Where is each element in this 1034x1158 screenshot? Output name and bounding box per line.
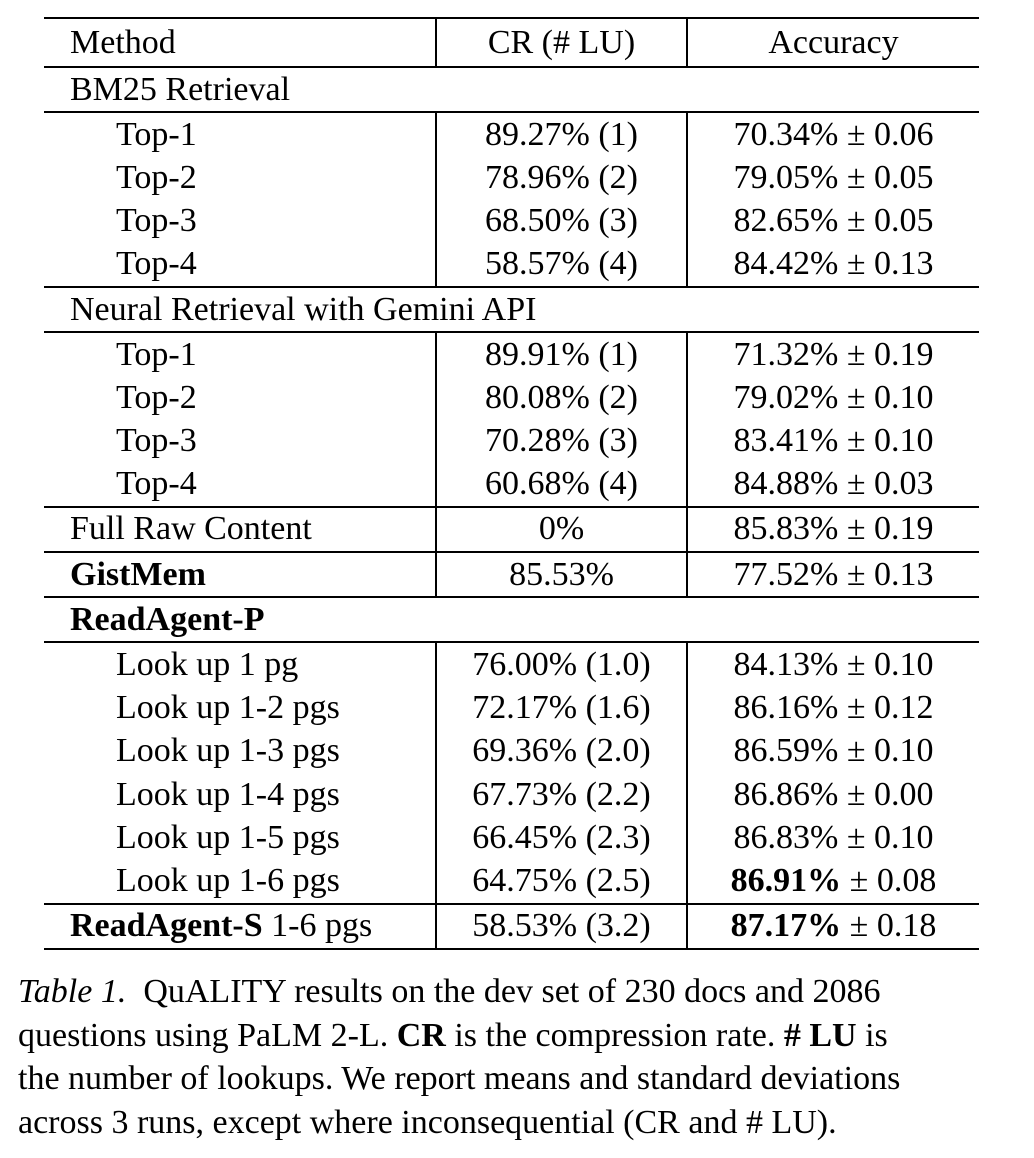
method-cell: Top-3 — [116, 202, 197, 240]
accuracy-mean: 70.34% — [733, 115, 839, 153]
header-row — [44, 18, 979, 67]
accuracy-cell — [687, 687, 979, 730]
accuracy-mean: 86.59% — [733, 732, 839, 770]
caption-text-1: QuALITY results on the dev set of 230 docs and 2086 — [143, 973, 881, 1010]
accuracy-mean: 86.91% — [730, 861, 842, 899]
cr-cell: 72.17% (1.6) — [436, 687, 687, 730]
accuracy-std: ± 0.06 — [846, 115, 934, 153]
caption-text-2e: is — [865, 1016, 888, 1054]
method-cell: Look up 1-3 pgs — [116, 732, 340, 770]
caption-lu-term: # LU — [783, 1016, 857, 1054]
accuracy-mean: 84.88% — [733, 465, 839, 503]
accuracy-mean: 86.86% — [733, 775, 839, 813]
method-cell: Look up 1-6 pgs — [116, 861, 340, 899]
accuracy-mean: 79.05% — [733, 158, 839, 196]
accuracy-mean: 71.32% — [733, 335, 839, 373]
table-row — [44, 67, 979, 112]
accuracy-std: ± 0.12 — [846, 689, 934, 727]
accuracy-std: ± 0.10 — [846, 732, 934, 770]
table-row — [44, 156, 979, 199]
method-cell: Top-1 — [44, 112, 436, 156]
accuracy-std: ± 0.13 — [846, 245, 934, 283]
accuracy-cell — [687, 463, 979, 507]
method-cell — [44, 552, 436, 597]
header-accuracy: Accuracy — [687, 18, 979, 67]
caption-line-2 — [18, 1014, 1018, 1058]
section-label: Neural Retrieval with Gemini API — [44, 287, 979, 332]
method-cell: Top-2 — [116, 378, 197, 416]
cr-cell: 85.53% — [436, 552, 687, 597]
method-cell: Look up 1-2 pgs — [116, 689, 340, 727]
accuracy-mean: 84.42% — [733, 245, 839, 283]
method-cell: Top-3 — [116, 422, 197, 460]
accuracy-cell — [687, 156, 979, 199]
cr-cell: 69.36% (2.0) — [436, 730, 687, 773]
accuracy-cell — [687, 859, 979, 903]
table-row — [44, 420, 979, 463]
cr-cell: 0% — [436, 507, 687, 552]
table-row — [44, 287, 979, 332]
table-row — [44, 687, 979, 730]
accuracy-std: ± 0.10 — [846, 422, 934, 460]
accuracy-std: ± 0.18 — [849, 907, 937, 945]
method-cell: Top-4 — [116, 465, 197, 503]
cr-cell: 58.53% (3.2) — [436, 904, 687, 949]
table-row — [44, 507, 979, 552]
table-row — [44, 332, 979, 376]
table-row — [44, 642, 979, 686]
method-name-bold: ReadAgent-S — [70, 907, 263, 945]
table-body — [44, 18, 979, 949]
table-row — [44, 816, 979, 859]
accuracy-cell — [687, 642, 979, 686]
accuracy-cell — [687, 420, 979, 463]
accuracy-std: ± 0.03 — [846, 465, 934, 503]
accuracy-cell — [687, 816, 979, 859]
table-row — [44, 463, 979, 507]
caption-cr-term: CR — [396, 1016, 446, 1054]
accuracy-std: ± 0.19 — [846, 335, 934, 373]
caption-label: Table 1. — [18, 973, 127, 1010]
table-row — [44, 597, 979, 642]
table-row — [44, 773, 979, 816]
method-cell: Look up 1 pg — [44, 642, 436, 686]
accuracy-cell — [687, 507, 979, 552]
accuracy-std: ± 0.05 — [846, 202, 934, 240]
accuracy-mean: 86.16% — [733, 689, 839, 727]
accuracy-mean: 77.52% — [733, 555, 839, 593]
accuracy-std: ± 0.08 — [849, 861, 937, 899]
accuracy-mean: 86.83% — [733, 818, 839, 856]
accuracy-mean: 79.02% — [733, 378, 839, 416]
table-row — [44, 200, 979, 243]
table-row — [44, 730, 979, 773]
accuracy-cell — [687, 243, 979, 287]
accuracy-std: ± 0.05 — [846, 158, 934, 196]
cr-cell: 78.96% (2) — [436, 156, 687, 199]
method-cell: Top-1 — [44, 332, 436, 376]
cr-cell: 60.68% (4) — [436, 463, 687, 507]
accuracy-std: ± 0.10 — [846, 646, 934, 684]
accuracy-cell — [687, 376, 979, 419]
accuracy-cell — [687, 552, 979, 597]
method-name-bold: GistMem — [70, 555, 206, 593]
method-cell — [44, 904, 436, 949]
table-row — [44, 243, 979, 287]
header-cr: CR (# LU) — [436, 18, 687, 67]
cr-cell: 58.57% (4) — [436, 243, 687, 287]
caption-text-2c: is the compression rate. — [454, 1016, 776, 1054]
caption-line-3: the number of lookups. We report means and standard deviations — [18, 1060, 901, 1097]
cr-cell: 76.00% (1.0) — [436, 642, 687, 686]
table-row — [44, 552, 979, 597]
accuracy-std: ± 0.19 — [846, 510, 934, 548]
table-row — [44, 904, 979, 949]
caption-line-1 — [18, 970, 1018, 1014]
table-row — [44, 112, 979, 156]
table-row — [44, 376, 979, 419]
cr-cell: 70.28% (3) — [436, 420, 687, 463]
accuracy-cell — [687, 332, 979, 376]
cr-cell: 89.91% (1) — [436, 332, 687, 376]
accuracy-cell — [687, 773, 979, 816]
table-row — [44, 859, 979, 903]
accuracy-std: ± 0.10 — [846, 378, 934, 416]
table-caption — [18, 970, 1018, 1144]
accuracy-mean: 82.65% — [733, 202, 839, 240]
accuracy-std: ± 0.10 — [846, 818, 934, 856]
accuracy-mean: 84.13% — [733, 646, 839, 684]
method-cell: Top-2 — [116, 158, 197, 196]
cr-cell: 64.75% (2.5) — [436, 859, 687, 903]
method-cell: Look up 1-4 pgs — [116, 775, 340, 813]
accuracy-std: ± 0.00 — [846, 775, 934, 813]
section-label: BM25 Retrieval — [44, 67, 979, 112]
cr-cell: 66.45% (2.3) — [436, 816, 687, 859]
accuracy-mean: 87.17% — [730, 907, 842, 945]
accuracy-mean: 83.41% — [733, 422, 839, 460]
cr-cell: 68.50% (3) — [436, 200, 687, 243]
caption-line-4: across 3 runs, except where inconsequential (CR and # LU). — [18, 1103, 837, 1141]
header-method: Method — [44, 18, 436, 67]
method-cell: Full Raw Content — [44, 507, 436, 552]
accuracy-std: ± 0.13 — [846, 555, 934, 593]
cr-cell: 67.73% (2.2) — [436, 773, 687, 816]
method-cell: Top-4 — [116, 245, 197, 283]
cr-cell: 89.27% (1) — [436, 112, 687, 156]
accuracy-cell — [687, 112, 979, 156]
section-label: ReadAgent-P — [44, 597, 979, 642]
caption-text-2a: questions using PaLM 2-L. — [18, 1016, 389, 1054]
accuracy-mean: 85.83% — [733, 510, 839, 548]
method-name-rest: 1-6 pgs — [262, 907, 373, 945]
results-table — [44, 17, 979, 950]
method-cell: Look up 1-5 pgs — [116, 818, 340, 856]
accuracy-cell — [687, 200, 979, 243]
cr-cell: 80.08% (2) — [436, 376, 687, 419]
accuracy-cell — [687, 730, 979, 773]
accuracy-cell — [687, 904, 979, 949]
